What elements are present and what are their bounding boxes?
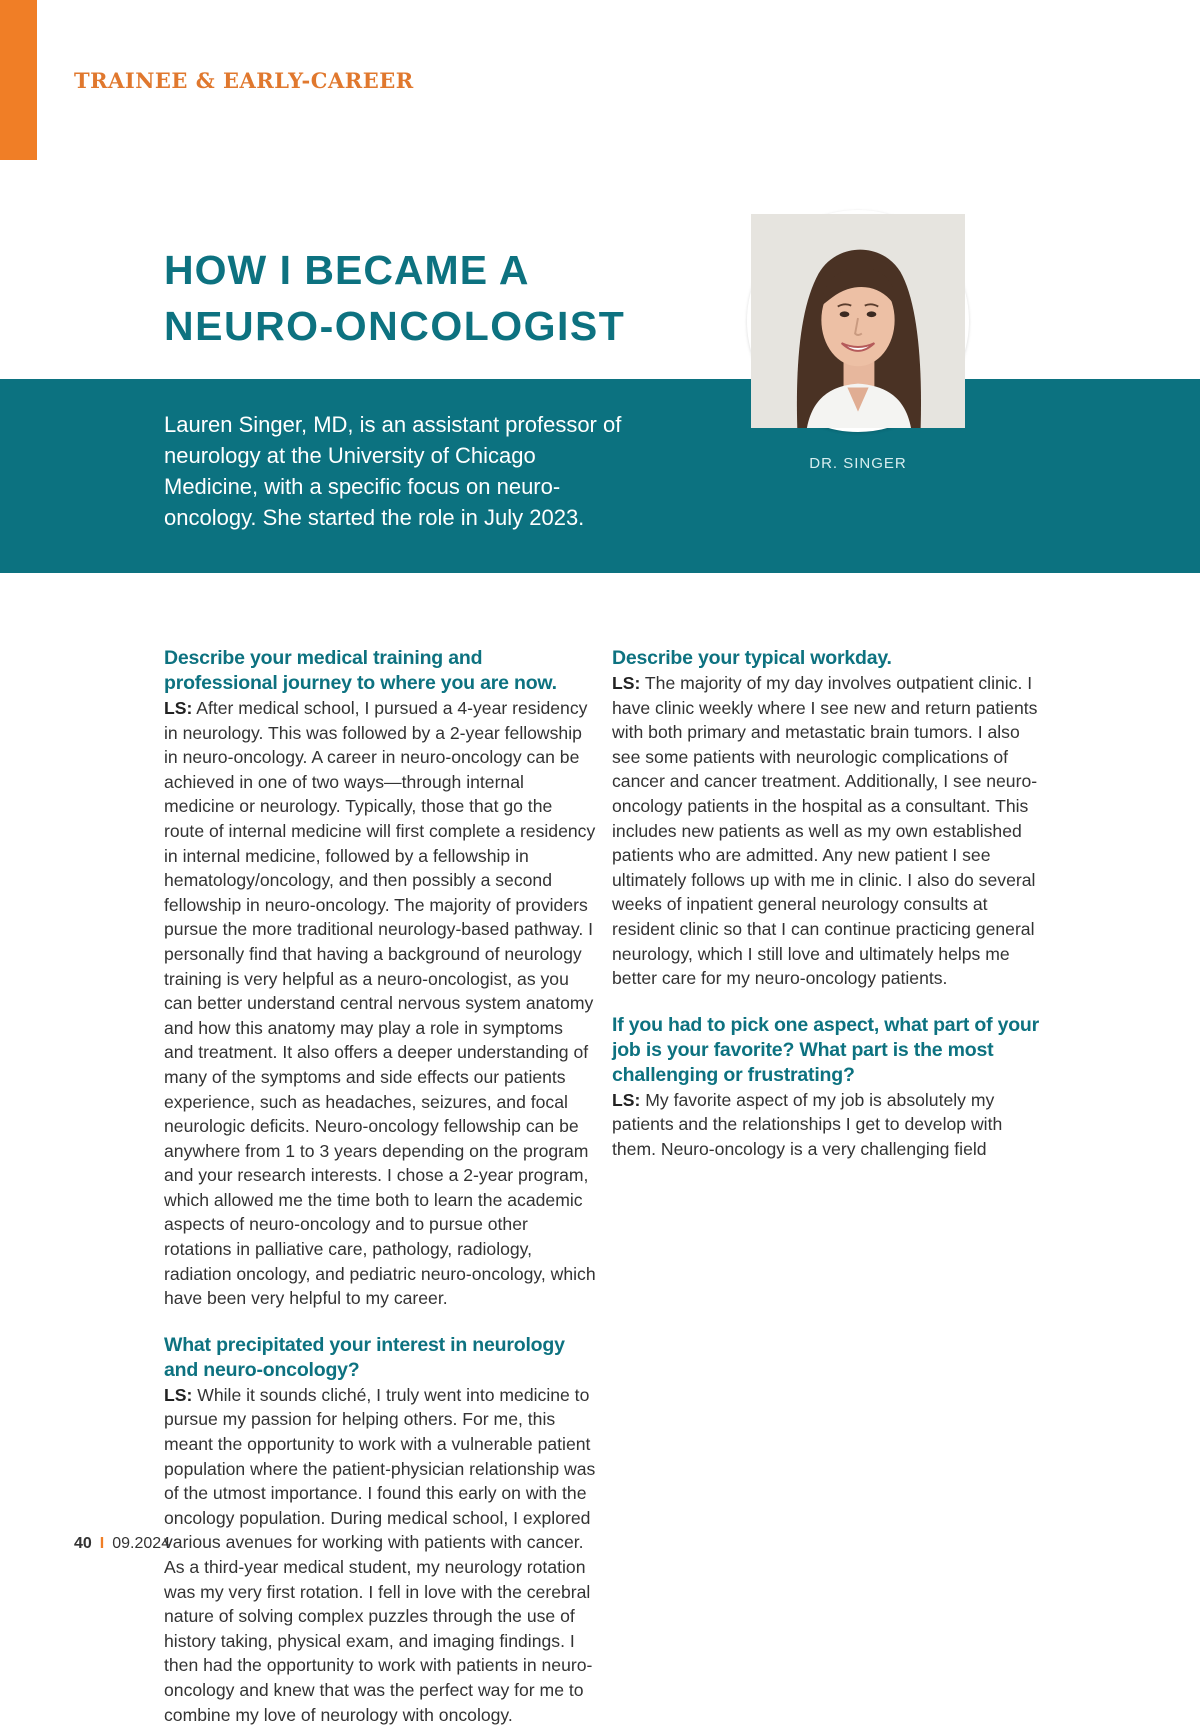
footer-separator: I [99,1535,105,1552]
answer-text: While it sounds cliché, I truly went into medicine to pursue my passion for helping others. For me, this meant the opportunity to work with a vulnerable patient population where the patient-physician relationship was of the utmost importance. I found this early on with the oncology population. During medical school, I explored various avenues for working with patients with cancer. As a third-year medical student, my neurology rotation was my very first rotation. I fell in love with the cerebral nature of solving complex puzzles through the use of history taking, physical exam, and imaging findings. I then had the opportunity to work with patients in neuro-oncology and knew that was the perfect way for me to combine my love of neurology with oncology. [164,1384,596,1725]
answer-paragraph [612,1088,1044,1162]
section-label: TRAINEE & EARLY-CAREER [74,68,414,93]
title-line-1: HOW I BECAME A [164,247,530,293]
answer-paragraph [612,671,1044,991]
answer-text: After medical school, I pursued a 4-year residency in neurology. This was followed by a 2-year fellowship in neuro-oncology. A career in neuro-oncology can be achieved in one of two ways—through internal medicine or neurology. Typically, those that go the route of internal medicine will first complete a residency in internal medicine, followed by a fellowship in hematology/oncology, and then possibly a second fellowship in neuro-oncology. The majority of providers pursue the more traditional neurology-based pathway. I personally find that having a background of neurology training is very helpful as a neuro-oncologist, as you can better understand central nervous system anatomy and how this anatomy may play a role in symptoms and treatment. It also offers a deeper understanding of many of the symptoms and side effects our patients experience, such as headaches, seizures, and focal neurologic deficits. Neuro-oncology fellowship can be anywhere from 1 to 3 years depending on the program and your research interests. I chose a 2-year program, which allowed me the time both to learn the academic aspects of neuro-oncology and to pursue other rotations in palliative care, pathology, radiology, radiation oncology, and pediatric neuro-oncology, which have been very helpful to my career. [164,698,596,1309]
speaker-initials: LS: [612,1089,641,1110]
question-heading: Describe your medical training and professional journey to where you are now. [164,647,557,694]
speaker-initials: LS: [164,698,193,718]
intro-text: Lauren Singer, MD, is an assistant professor of neurology at the University of Chicago Medicine, with a specific focus on neuro-oncology. She started the role in July 2023. [164,412,622,530]
answer-text: The majority of my day involves outpatient clinic. I have clinic weekly where I see new and return patients with both primary and metastatic brain tumors. I also see some patients with neurologic complications of cancer and cancer treatment. Additionally, I see neuro-oncology patients in the hospital as a consultant. This includes new patients as well as my own established patients who are admitted. Any new patient I see ultimately follows up with me in clinic. I also do several weeks of inpatient general neurology consults at resident clinic so that I can continue practicing general neurology, which I still love and ultimately helps me better care for my neuro-oncology patients. [612,673,1038,989]
article-column-left [164,646,596,1727]
issue-date: 09.2024 [112,1535,171,1552]
portrait-illustration [751,214,965,428]
portrait-caption: DR. SINGER [809,455,907,472]
accent-bar [0,0,37,160]
article-title [164,246,625,358]
answer-paragraph [164,696,596,1311]
portrait-photo [747,210,969,432]
page-number: 40 [74,1535,92,1552]
question-heading: What precipitated your interest in neurology and neuro-oncology? [164,1333,565,1381]
speaker-initials: LS: [164,1384,193,1405]
page-footer [74,1535,170,1553]
title-line-2: NEURO-ONCOLOGIST [164,303,626,349]
question-heading: If you had to pick one aspect, what part of your job is your favorite? What part is the most challenging or frustrating? [612,1013,1040,1086]
answer-text: My favorite aspect of my job is absolutely my patients and the relationships I get to develop with them. Neuro-oncology is a very challenging field [612,1089,1003,1159]
question-heading: Describe your typical workday. [612,647,892,669]
article-column-right [612,646,1044,1162]
speaker-initials: LS: [612,673,641,693]
answer-paragraph [164,1383,596,1727]
